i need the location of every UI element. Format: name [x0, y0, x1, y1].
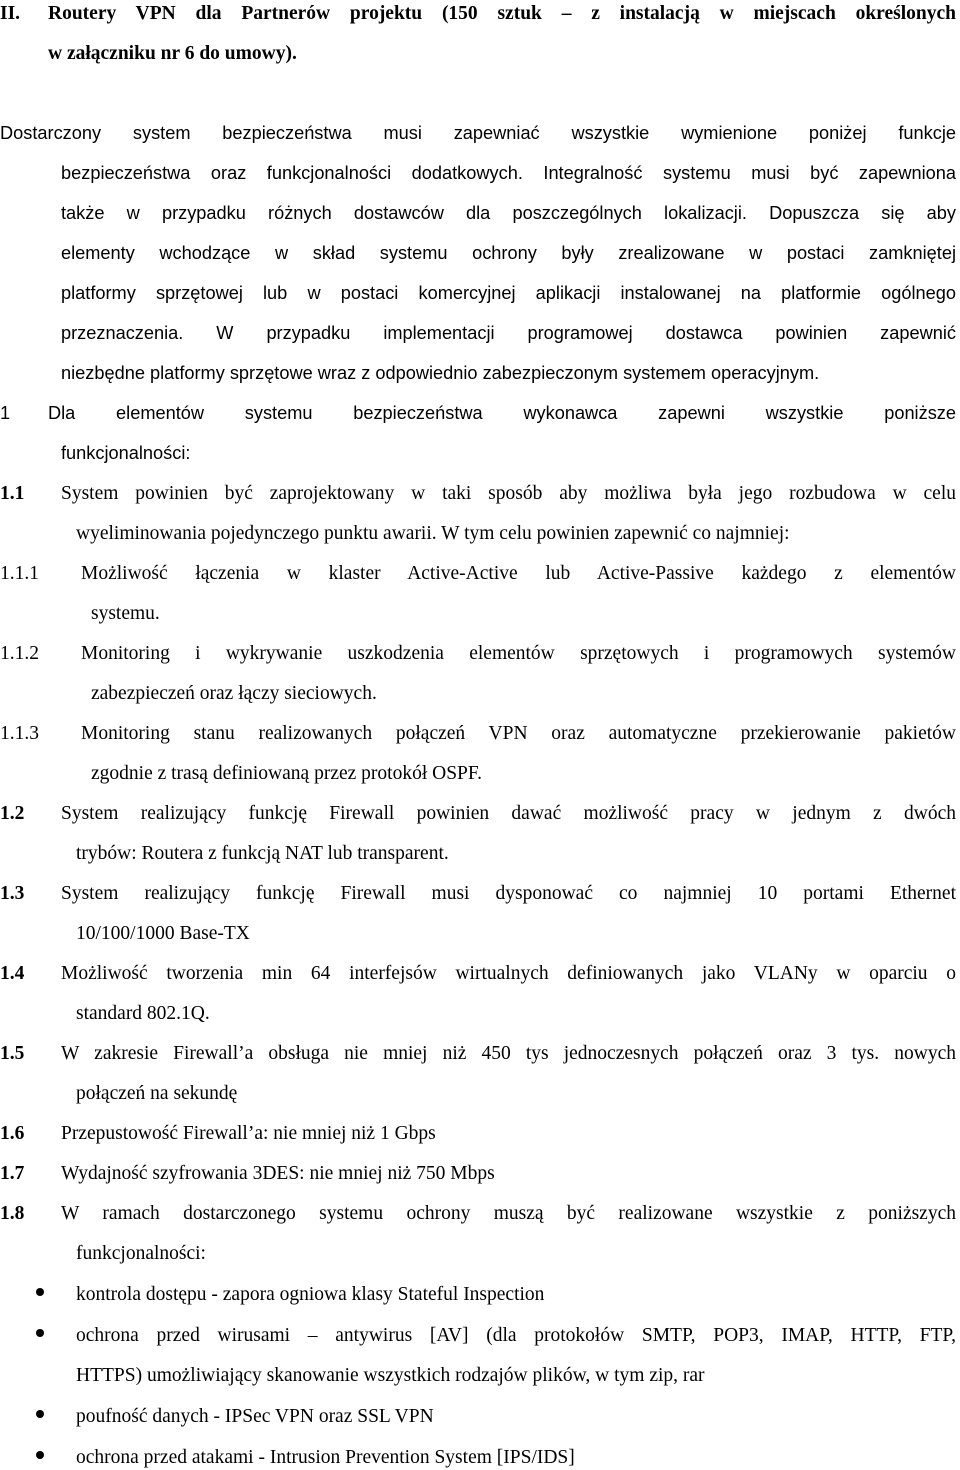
intro-line-7: niezbędne platformy sprzętowe wraz z odpowiednio zabezpieczonym systemem operacyjnym. [61, 363, 820, 383]
point-1-1-1-line1: Możliwość łączenia w klaster Active-Active lub Active-Passive każdego z elementów [81, 563, 956, 584]
point-1-1-line2: wyeliminowania pojedynczego punktu awarii. W tym celu powinien zapewnić co najmniej: [76, 523, 790, 544]
point-1-1-2-line2: zabezpieczeń oraz łączy sieciowych. [91, 683, 377, 704]
point-1-6-number: 1.6 [0, 1123, 25, 1144]
point-1-4-line1: Możliwość tworzenia min 64 interfejsów wirtualnych definiowanych jako VLANy w oparciu o [61, 963, 956, 984]
point-1-7-line1: Wydajność szyfrowania 3DES: nie mniej niż 750 Mbps [61, 1163, 495, 1184]
bullet-dot-3 [36, 1410, 44, 1418]
point-1-1-2-line1: Monitoring i wykrywanie uszkodzenia elementów sprzętowych i programowych systemów [81, 643, 956, 664]
intro-line-1: Dostarczony system bezpieczeństwa musi zapewniać wszystkie wymienione poniżej funkcje [0, 123, 956, 143]
intro-line-6: przeznaczenia. W przypadku implementacji programowej dostawca powinien zapewnić [61, 323, 956, 343]
point-1-3-line2: 10/100/1000 Base-TX [76, 923, 250, 944]
bullet-item-1: kontrola dostępu - zapora ogniowa klasy Stateful Inspection [76, 1284, 545, 1305]
point-1-8-line1: W ramach dostarczonego systemu ochrony muszą być realizowane wszystkie z poniższych [61, 1203, 956, 1224]
point-1-5-line2: połączeń na sekundę [76, 1083, 238, 1104]
point-1-line2: funkcjonalności: [61, 443, 191, 463]
intro-line-2: bezpieczeństwa oraz funkcjonalności dodatkowych. Integralność systemu musi być zapewniona [61, 163, 956, 183]
bullet-item-2-line2: HTTPS) umożliwiający skanowanie wszystkich rodzajów plików, w tym zip, rar [76, 1365, 705, 1386]
point-1-line1: Dla elementów systemu bezpieczeństwa wykonawca zapewni wszystkie poniższe [48, 403, 956, 423]
bullet-item-4: ochrona przed atakami - Intrusion Prevention System [IPS/IDS] [76, 1447, 575, 1468]
section-title-line1: Routery VPN dla Partnerów projektu (150 sztuk – z instalacją w miejscach określonych [48, 3, 956, 24]
point-1-7-number: 1.7 [0, 1163, 25, 1184]
point-1-5-number: 1.5 [0, 1043, 25, 1064]
intro-line-5: platformy sprzętowej lub w postaci komercyjnej aplikacji instalowanej na platformie ogólnego [61, 283, 956, 303]
intro-line-4: elementy wchodzące w skład systemu ochrony były zrealizowane w postaci zamkniętej [61, 243, 956, 263]
point-1-1-line1: System powinien być zaprojektowany w taki sposób aby możliwa była jego rozbudowa w celu [61, 483, 956, 504]
point-1-3-number: 1.3 [0, 883, 25, 904]
point-1-8-line2: funkcjonalności: [76, 1243, 206, 1264]
point-1-1-3-line2: zgodnie z trasą definiowaną przez protokół OSPF. [91, 763, 483, 784]
point-1-1-3-line1: Monitoring stanu realizowanych połączeń VPN oraz automatyczne przekierowanie pakietów [81, 723, 956, 744]
point-1-1-number: 1.1 [0, 483, 25, 504]
point-1-2-line1: System realizujący funkcję Firewall powinien dawać możliwość pracy w jednym z dwóch [61, 803, 956, 824]
point-1-6-line1: Przepustowość Firewall’a: nie mniej niż 1 Gbps [61, 1123, 436, 1144]
point-1-1-2-number: 1.1.2 [0, 643, 39, 664]
point-1-3-line1: System realizujący funkcję Firewall musi dysponować co najmniej 10 portami Ethernet [61, 883, 956, 904]
bullet-dot-2 [36, 1329, 44, 1337]
point-1-2-line2: trybów: Routera z funkcją NAT lub transparent. [76, 843, 449, 864]
point-1-4-number: 1.4 [0, 963, 25, 984]
point-1-2-number: 1.2 [0, 803, 25, 824]
bullet-dot-1 [36, 1288, 44, 1296]
bullet-item-2-line1: ochrona przed wirusami – antywirus [AV] (dla protokołów SMTP, POP3, IMAP, HTTP, FTP, [76, 1325, 956, 1346]
point-1-number: 1 [0, 403, 11, 423]
point-1-1-3-number: 1.1.3 [0, 723, 39, 744]
section-title-line2: w załączniku nr 6 do umowy). [48, 43, 297, 64]
bullet-item-3: poufność danych - IPSec VPN oraz SSL VPN [76, 1406, 434, 1427]
point-1-1-1-number: 1.1.1 [0, 563, 39, 584]
point-1-8-number: 1.8 [0, 1203, 25, 1224]
point-1-1-1-line2: systemu. [91, 603, 160, 624]
point-1-4-line2: standard 802.1Q. [76, 1003, 210, 1024]
section-numeral: II. [0, 3, 21, 24]
bullet-dot-4 [36, 1451, 44, 1459]
intro-line-3: także w przypadku różnych dostawców dla poszczególnych lokalizacji. Dopuszcza się aby [61, 203, 956, 223]
point-1-5-line1: W zakresie Firewall’a obsługa nie mniej niż 450 tys jednoczesnych połączeń oraz 3 tys. nowych [61, 1043, 956, 1064]
